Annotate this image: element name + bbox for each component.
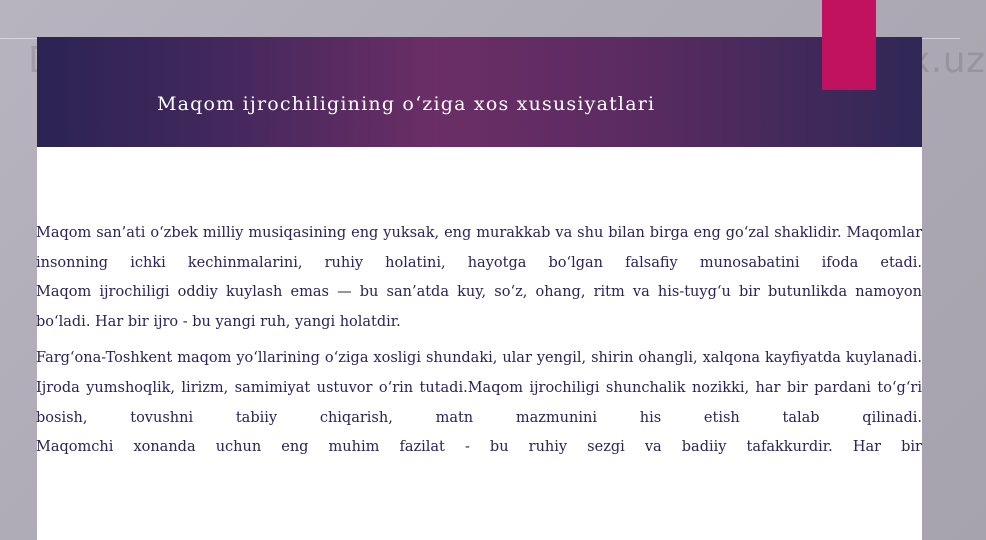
title-band xyxy=(37,37,922,147)
slide-body xyxy=(36,219,922,470)
accent-bar xyxy=(822,0,876,90)
paragraph: Maqom ijrochiligi oddiy kuylash emas — bu san’atda kuy, so‘z, ohang, ritm va his-tuyg‘u bir butunlikda namoyon bo‘ladi. Har bir ijro - bu yangi ruh, yangi holatdir. xyxy=(36,284,922,330)
paragraph: Maqom san’ati o‘zbek milliy musiqasining eng yuksak, eng murakkab va shu bilan birga eng go‘zal shaklidir. Maqomlar insonning ichki kechinmalarini, ruhiy holatini, hayotga bo‘lgan falsafiy munosabatini ifoda etadi. xyxy=(36,225,922,271)
paragraph: Maqomchi xonanda uchun eng muhim fazilat - bu ruhiy sezgi va badiiy tafakkurdir. Har bir xyxy=(36,439,922,456)
paragraph: Farg‘ona-Toshkent maqom yo‘llarining o‘ziga xosligi shundaki, ular yengil, shirin ohangli, xalqona kayfiyatda kuylanadi. Ijroda yumshoqlik, lirizm, samimiyat ustuvor o‘rin tutadi.Maqom ijrochiligi shunchalik nozikki, har bir pardani to‘g‘ri bosish, tovushni tabiiy chiqarish, matn mazmunini his etish talab qilinadi. xyxy=(36,350,922,426)
slide-title: Maqom ijrochiligining o‘ziga xos xususiyatlari xyxy=(157,93,656,115)
